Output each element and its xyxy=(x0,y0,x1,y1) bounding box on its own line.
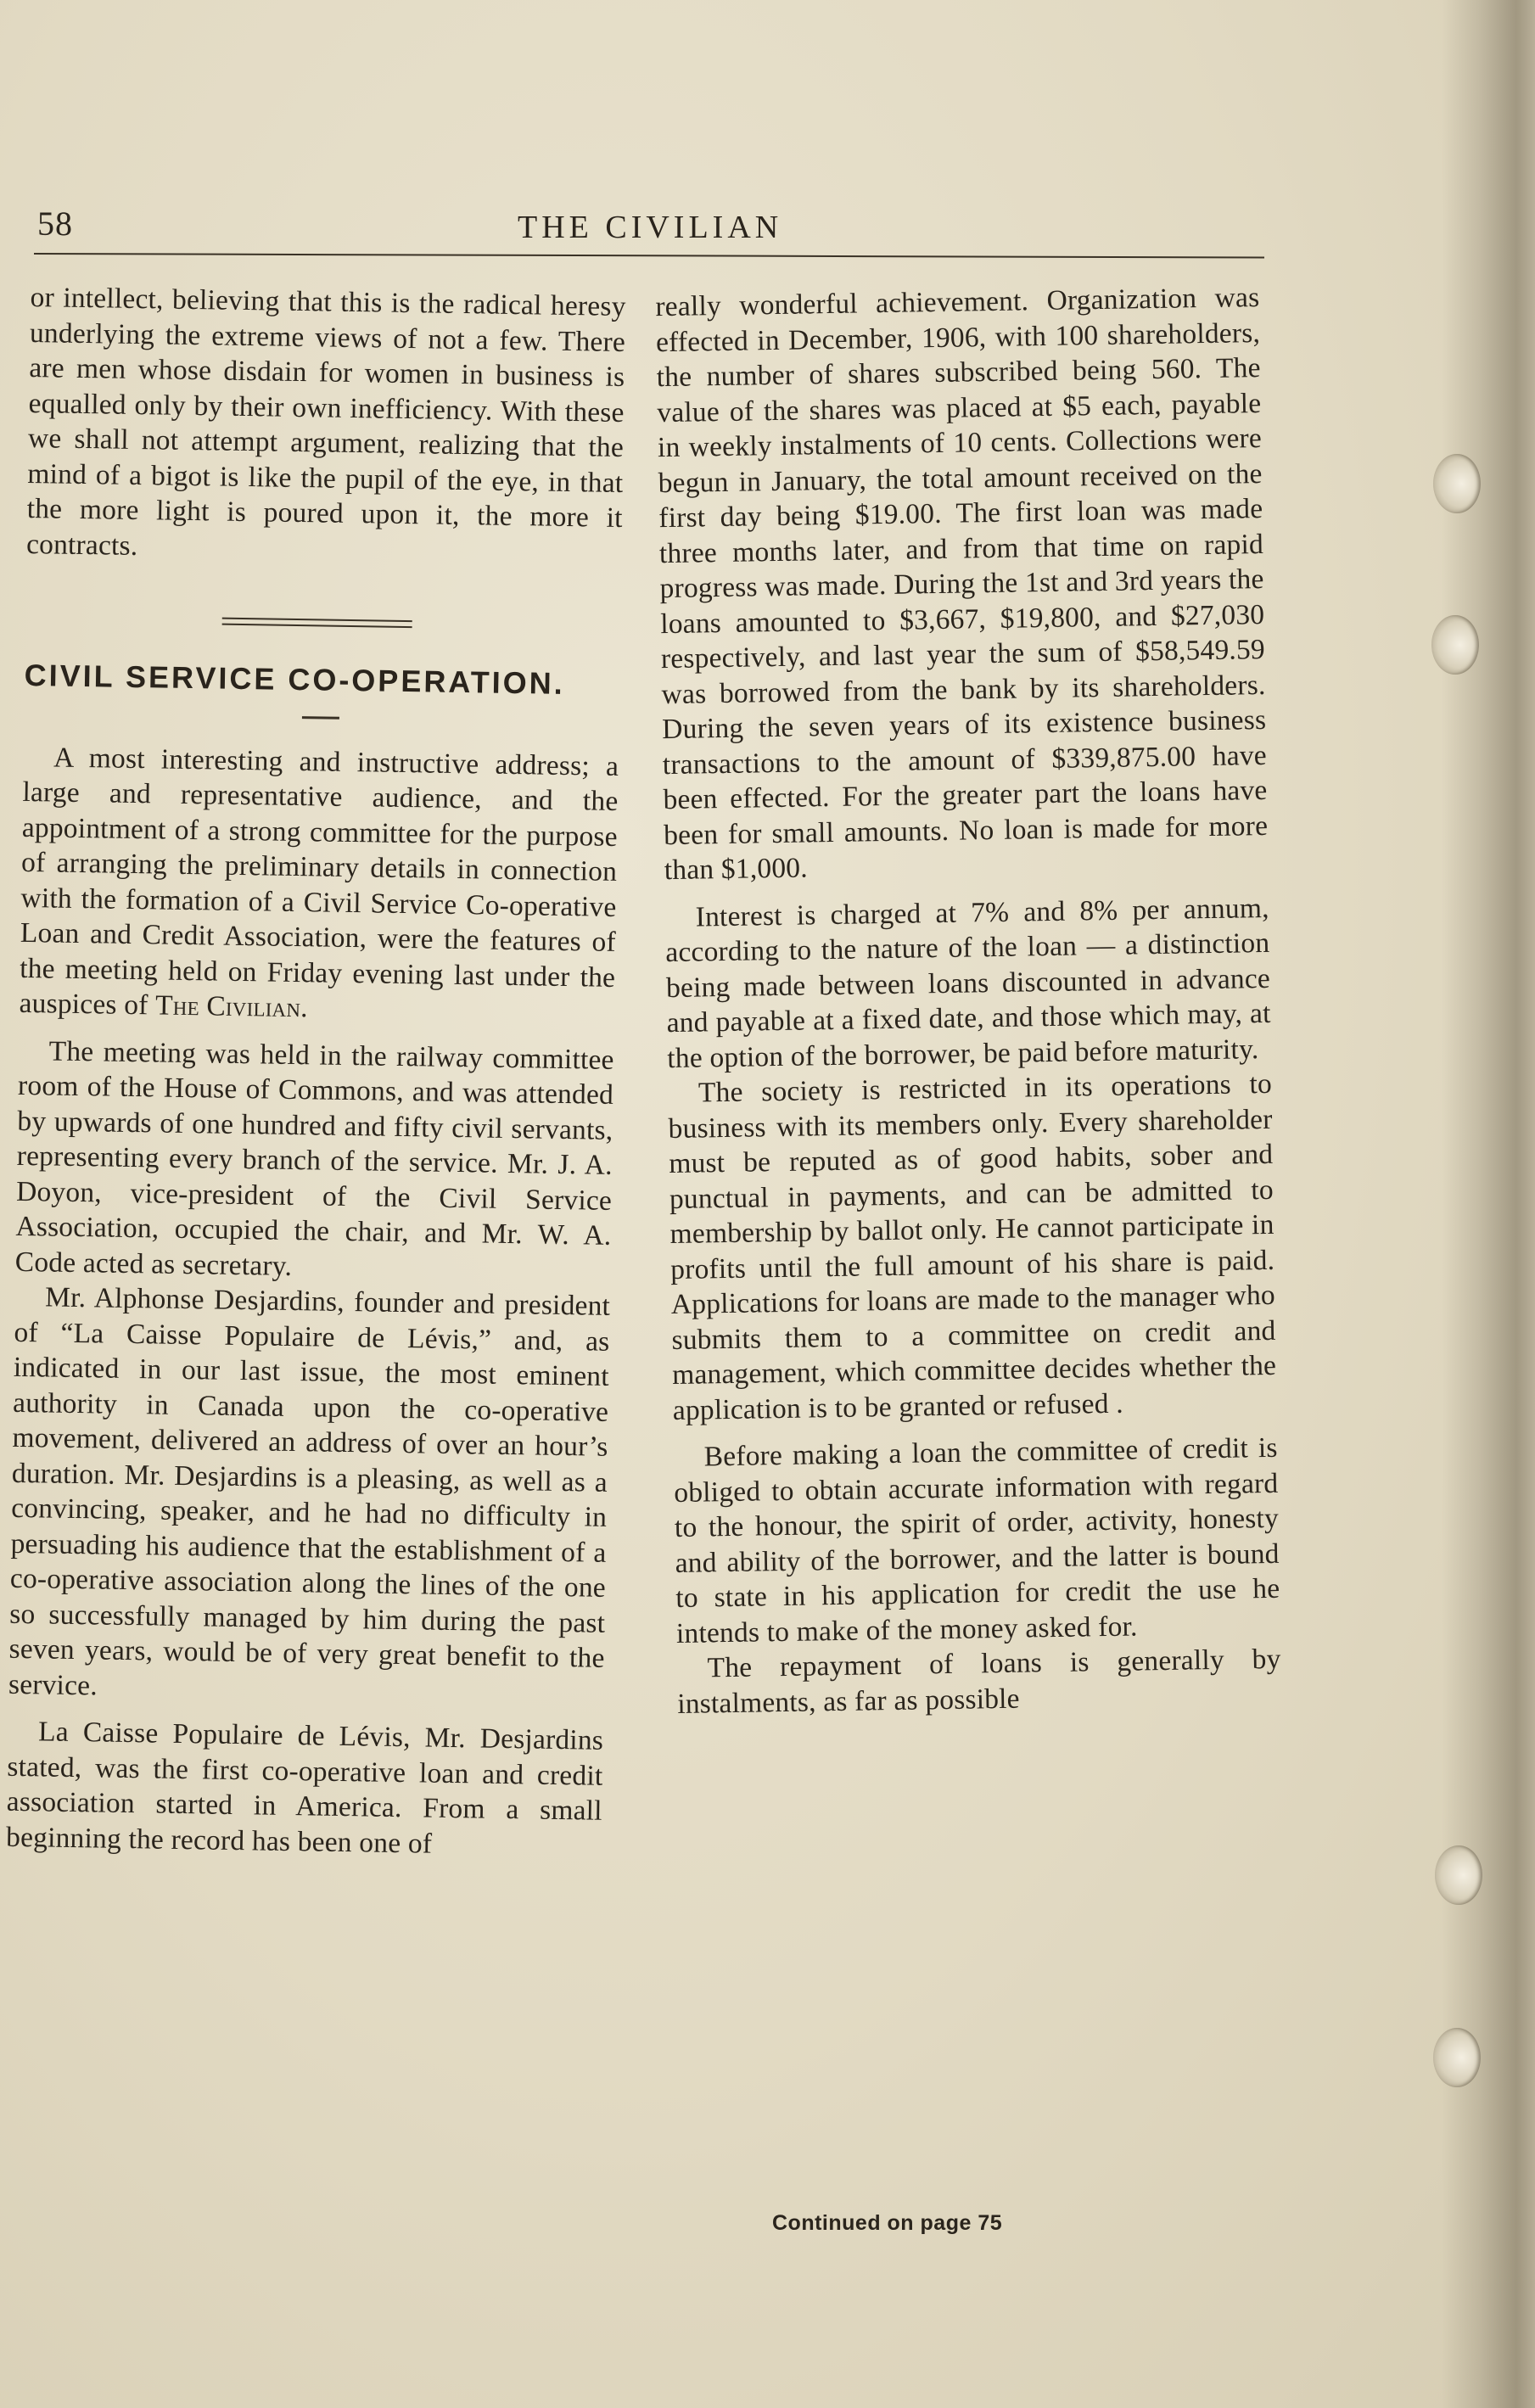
article-paragraph-7: The society is restricted in its operations to business with its members only. Every shareholder must be reputed as of good habits, sober and punctual in payments, and can be admitted to membership by ballot only. He cannot participate in profits until the full amount of his share is paid. Applications for loans are made to the manager who submits them to a committee on credit and management, which committee decides whether the application is to be granted or refused . xyxy=(668,1067,1277,1426)
left-column xyxy=(6,280,626,1864)
binding-holes xyxy=(1416,0,1501,2408)
article-paragraph-1 xyxy=(19,739,619,1030)
punch-hole-icon xyxy=(1433,2028,1481,2087)
section-divider xyxy=(222,618,412,629)
heading-dash xyxy=(302,716,339,720)
intro-paragraph: or intellect, believing that this is the radical heresy underlying the extreme views of not a few. There are men whose disdain for women in business is equalled only by their own inefficiency. With these we shall not attempt argument, realizing that the mind of a bigot is like the pupil of the eye, in that the more light is poured upon it, the more it contracts. xyxy=(25,281,626,562)
page-header xyxy=(34,197,1273,248)
publication-name: The Civilian xyxy=(154,989,301,1024)
article-paragraph-2: The meeting was held in the railway committee room of the House of Commons, and was attended by upwards of one hundred and fifty civil servants, representing every branch of the service. Mr. J. A. Doyon, vice-president of the Civil Service Association, occupied the chair, and Mr. W. A. Code acted as secretary. xyxy=(14,1034,614,1282)
right-column xyxy=(655,280,1281,1722)
punch-hole-icon xyxy=(1431,615,1479,675)
article-paragraph-3: Mr. Alphonse Desjardins, founder and president of “La Caisse Populaire de Lévis,” and, as indicated in our last issue, the most eminent authority in Canada upon the co-operative movement, delivered an address of over an hour’s duration. Mr. Desjardins is a pleasing, as well as a convincing, speaker, and he had no difficulty in persuading his audience that the establishment of a co-operative association along the lines of the one so successfully managed by him during the past seven years, would be of very great benefit to the service. xyxy=(8,1281,611,1701)
continued-notice: Continued on page 75 xyxy=(772,2211,1003,2235)
section-heading: CIVIL SERVICE CO-OPERATION. xyxy=(24,657,566,701)
punch-hole-icon xyxy=(1435,1845,1482,1905)
page-number: 58 xyxy=(37,204,73,243)
header-rule xyxy=(34,253,1264,259)
running-title: THE CIVILIAN xyxy=(518,210,783,245)
paragraph-text: A most interesting and instructive address; a large and representative audience, and the appointment of a strong committee for the purpose of arranging the preliminary details in connection with the formation of a Civil Service Co-operative Loan and Credit Association, were the features of the meeting held on Friday evening last under the auspices of xyxy=(19,741,619,1022)
paragraph-end: . xyxy=(300,992,309,1024)
article-paragraph-5: really wonderful achievement. Organization was effected in December, 1906, with 100 shareholders, the number of shares subscribed being 560. The value of the shares was placed at $5 each, payable in weekly instalments of 10 cents. Collections were begun in January, the total amount received on the first day being $19.00. The first loan was made three months later, and from that time on rapid progress was made. During the 1st and 3rd years the loans amounted to $3,667, $19,800, and $27,030 respectively, and last year the sum of $58,549.59 was borrowed from the bank by its shareholders. During the seven years of its existence business transactions to the amount of $339,875.00 have been effected. For the greater part the loans have been for small amounts. No loan is made for more than $1,000. xyxy=(655,281,1269,887)
article-paragraph-4: La Caisse Populaire de Lévis, Mr. Desjardins stated, was the first co-operative loan and credit association started in America. From a small beginning the record has been one of xyxy=(5,1716,604,1860)
punch-hole-icon xyxy=(1433,454,1481,513)
article-paragraph-8: Before making a loan the committee of credit is obliged to obtain accurate information with regard to the honour, the spirit of order, activity, honesty and ability of the borrower, and the latter is bound to state in his application for credit the use he intends to make of the money asked for. xyxy=(674,1431,1280,1649)
article-paragraph-6: Interest is charged at 7% and 8% per annum, according to the nature of the loan — a distinction being made between loans discounted in advance and payable at a fixed date, and those which may, at the option of the borrower, be paid before maturity. xyxy=(665,892,1271,1074)
article-paragraph-9: The repayment of loans is generally by instalments, as far as possible xyxy=(676,1643,1281,1720)
